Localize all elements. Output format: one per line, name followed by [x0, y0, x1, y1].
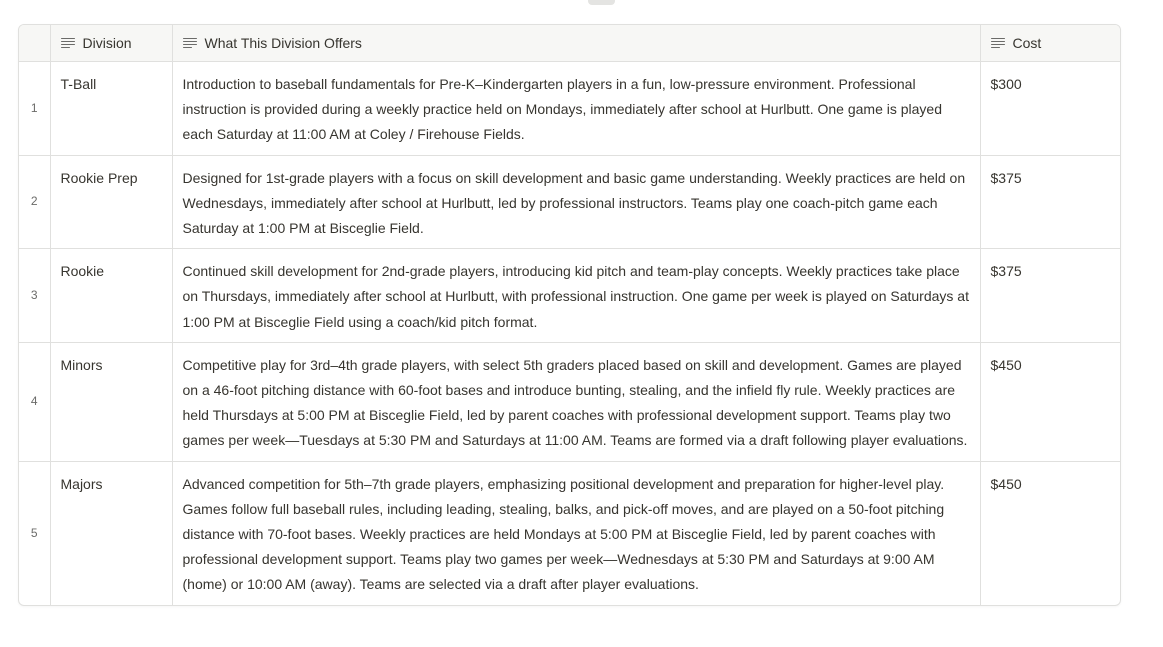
- division-cell[interactable]: Rookie Prep: [50, 155, 172, 249]
- column-header-label: Cost: [1012, 35, 1042, 51]
- table-row: [19, 342, 1120, 461]
- row-number: 1: [19, 62, 50, 156]
- header-row: [19, 25, 1120, 62]
- table-row: [19, 461, 1120, 605]
- column-header-label: Division: [82, 35, 132, 51]
- divisions-table: [18, 24, 1121, 606]
- cost-cell[interactable]: $375: [980, 155, 1120, 249]
- division-cell[interactable]: Majors: [50, 461, 172, 605]
- row-number: 5: [19, 461, 50, 605]
- table-row: [19, 62, 1120, 156]
- offers-cell[interactable]: Advanced competition for 5th–7th grade players, emphasizing positional development and preparation for higher-level play. Games follow full baseball rules, including leading, stealing, balks, and pick-off moves, and are played on a 50-foot pitching distance with 70-foot bases. Weekly practices are held Mondays at 5:00 PM at Bisceglie Field, led by parent coaches with professional development support. Teams play two games per week—Wednesdays at 5:30 PM and Saturdays at 9:00 AM (home) or 10:00 AM (away). Teams are selected via a draft after player evaluations.: [172, 461, 980, 605]
- row-number: 3: [19, 249, 50, 343]
- offers-cell[interactable]: Competitive play for 3rd–4th grade players, with select 5th graders placed based on skill and development. Games are played on a 46-foot pitching distance with 60-foot bases and introduce bunting, stealing, and the infield fly rule. Weekly practices are held Thursdays at 5:00 PM at Bisceglie Field, led by parent coaches with professional development support. Teams play two games per week—Tuesdays at 5:30 PM and Saturdays at 11:00 AM. Teams are formed via a draft following player evaluations.: [172, 342, 980, 461]
- drag-handle[interactable]: [588, 0, 615, 5]
- cost-cell[interactable]: $450: [980, 342, 1120, 461]
- text-lines-icon: [61, 38, 75, 48]
- cost-cell[interactable]: $450: [990, 475, 1022, 492]
- column-header-offers[interactable]: [172, 25, 980, 62]
- division-cell[interactable]: Rookie: [50, 249, 172, 343]
- division-cell[interactable]: Minors: [50, 342, 172, 461]
- text-lines-icon: [991, 38, 1005, 48]
- column-header-label: What This Division Offers: [204, 35, 362, 51]
- text-lines-icon: [183, 38, 197, 48]
- column-header-division[interactable]: [50, 25, 172, 62]
- offers-cell[interactable]: Continued skill development for 2nd-grade players, introducing kid pitch and team-play concepts. Weekly practices take place on Thursdays, immediately after school at Hurlbutt, with professional instruction. One game per week is played on Saturdays at 1:00 PM at Bisceglie Field using a coach/kid pitch format.: [172, 249, 980, 343]
- offers-cell[interactable]: Introduction to baseball fundamentals for Pre-K–Kindergarten players in a fun, low-pressure environment. Professional instruction is provided during a weekly practice held on Mondays, immediately after school at Hurlbutt. One game is played each Saturday at 11:00 AM at Coley / Firehouse Fields.: [172, 62, 980, 156]
- division-cell[interactable]: T-Ball: [50, 62, 172, 156]
- table-row: [19, 155, 1120, 249]
- cost-cell[interactable]: $375: [980, 249, 1120, 343]
- offers-cell[interactable]: Designed for 1st-grade players with a focus on skill development and basic game understanding. Weekly practices are held on Wednesdays, immediately after school at Hurlbutt, led by professional instructors. Teams play one coach-pitch game each Saturday at 1:00 PM at Bisceglie Field.: [172, 155, 980, 249]
- table-row: [19, 249, 1120, 343]
- row-number: 4: [19, 342, 50, 461]
- row-number-header: [19, 25, 50, 62]
- column-header-cost[interactable]: [980, 25, 1120, 62]
- row-number: 2: [19, 155, 50, 249]
- cost-cell[interactable]: $300: [980, 62, 1120, 156]
